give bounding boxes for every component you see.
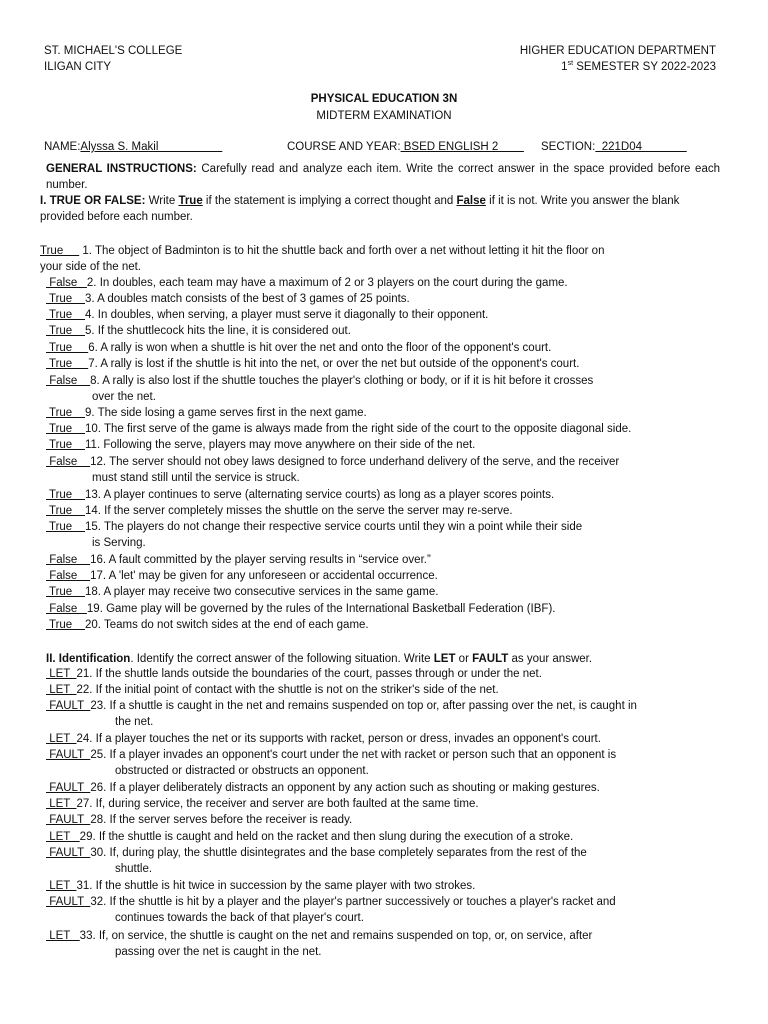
answer-blank: LET (46, 798, 77, 810)
question-item (46, 340, 551, 356)
question-item (46, 878, 475, 894)
answer-blank: FAULT (46, 847, 91, 859)
answer-blank: LET (46, 930, 80, 942)
answer-blank: True (40, 245, 80, 257)
question-item (46, 584, 438, 600)
question-text: 25. If a player invades an opponent's court under the net with racket or person such that an opponent is (90, 749, 617, 761)
answer-blank: True (46, 309, 85, 321)
question-text: 15. The players do not change their respective service courts until they win a point while their side (85, 521, 583, 533)
question-item (46, 682, 499, 698)
question-text: 14. If the server completely misses the shuttle on the serve the server may re-serve. (85, 505, 513, 517)
course-title: PHYSICAL EDUCATION 3N (310, 93, 458, 105)
answer-blank: True (46, 423, 85, 435)
question-text: 16. A fault committed by the player serving results in “service over.” (90, 554, 431, 566)
answer-blank: LET (46, 684, 77, 696)
question-text-continued: over the net. (92, 391, 156, 404)
question-text: 32. If the shuttle is hit by a player and the player's partner successively or touches a player's racket and (90, 896, 616, 908)
question-item (46, 780, 600, 796)
answer-blank: False (46, 456, 91, 468)
question-text: 33. If, on service, the shuttle is caught on the net and remains suspended on top, or, on service, after (79, 930, 593, 942)
answer-blank: FAULT (46, 700, 91, 712)
question-text: 7. A rally is lost if the shuttle is hit into the net, or over the net but outside of the opponent's court. (88, 358, 580, 370)
question-text: 31. If the shuttle is hit twice in succession by the same player with two strokes. (76, 880, 476, 892)
answer-blank: LET (46, 831, 80, 843)
name-field: NAME:Alyssa S. Makil (44, 141, 223, 153)
question-text: 22. If the initial point of contact with the shuttle is not on the striker's side of the net. (76, 684, 499, 696)
question-text: 13. A player continues to serve (alternating service courts) as long as a player scores points. (85, 489, 555, 501)
school-name: ST. MICHAEL'S COLLEGE (44, 45, 183, 57)
question-text: 24. If a player touches the net or its supports with racket, person or dress, invades an opponent's court. (76, 733, 601, 745)
question-text: 2. In doubles, each team may have a maximum of 2 or 3 players on the court during the game. (86, 277, 568, 289)
answer-blank: False (46, 570, 91, 582)
question-text: 17. A 'let' may be given for any unforeseen or accidental occurrence. (90, 570, 438, 582)
question-item (46, 421, 631, 437)
question-item (46, 323, 351, 339)
question-item (46, 437, 475, 453)
question-text: 30. If, during play, the shuttle disintegrates and the base completely separates from the rest of the (90, 847, 587, 859)
answer-blank: True (46, 489, 85, 501)
question-item (46, 487, 554, 503)
question-text: 29. If the shuttle is caught and held on the racket and then slung during the execution of a stroke. (79, 831, 574, 843)
school-city: ILIGAN CITY (44, 61, 112, 73)
section-identification-instructions: II. Identification. Identify the correct answer of the following situation. Write LET or FAULT as your answer. (46, 653, 593, 665)
answer-blank: LET (46, 880, 77, 892)
question-text: 27. If, during service, the receiver and server are both faulted at the same time. (76, 798, 479, 810)
question-text: 20. Teams do not switch sides at the end of each game. (85, 619, 369, 631)
question-item (46, 568, 438, 584)
question-text: 8. A rally is also lost if the shuttle touches the player's clothing or body, or if it is hit before it crosses (90, 375, 594, 387)
question-text: 12. The server should not obey laws designed to force underhand delivery of the serve, and the receiver (90, 456, 620, 468)
answer-blank: True (46, 619, 85, 631)
section-field: SECTION: 221D04 (541, 141, 687, 153)
exam-title: MIDTERM EXAMINATION (316, 110, 452, 122)
question-item (46, 373, 593, 405)
question-item (46, 291, 410, 307)
question-text: 3. A doubles match consists of the best of 3 games of 25 points. (85, 293, 410, 305)
question-item (46, 356, 579, 372)
name-value: Alyssa S. Makil (80, 141, 223, 153)
answer-blank: True (46, 293, 85, 305)
answer-blank: FAULT (46, 782, 91, 794)
answer-blank: False (46, 277, 87, 289)
department-name: HIGHER EDUCATION DEPARTMENT (519, 45, 716, 57)
question-item (46, 829, 573, 845)
question-text: 18. A player may receive two consecutive services in the same game. (85, 586, 439, 598)
question-item (46, 796, 479, 812)
question-text: 23. If a shuttle is caught in the net and remains suspended on top or, after passing over the net, is caught in (90, 700, 637, 712)
question-item (46, 307, 488, 323)
answer-blank: True (46, 521, 85, 533)
answer-blank: FAULT (46, 896, 91, 908)
question-item (46, 747, 616, 779)
answer-blank: LET (46, 733, 77, 745)
question-text: 19. Game play will be governed by the rules of the International Basketball Federation (IBF). (86, 603, 556, 615)
course-year-field: COURSE AND YEAR: BSED ENGLISH 2 (287, 141, 524, 153)
answer-blank: True (46, 586, 85, 598)
answer-blank: True (46, 358, 89, 370)
question-text-continued: obstructed or distracted or obstructs an opponent. (115, 765, 369, 778)
answer-blank: True (46, 407, 85, 419)
question-item (40, 243, 604, 275)
section-value: 221D04 (595, 141, 687, 153)
question-text: 26. If a player deliberately distracts an opponent by any action such as shouting or making gestures. (90, 782, 600, 794)
question-item (46, 405, 367, 421)
general-instructions: GENERAL INSTRUCTIONS: Carefully read and analyze each item. Write the correct answer in the space provided before each number. (46, 163, 720, 191)
question-text-continued: passing over the net is caught in the net. (115, 946, 322, 959)
answer-blank: True (46, 439, 85, 451)
question-text-continued: must stand still until the service is struck. (92, 472, 300, 485)
answer-blank: False (46, 603, 87, 615)
question-text: 4. In doubles, when serving, a player must serve it diagonally to their opponent. (85, 309, 489, 321)
answer-blank: False (46, 554, 91, 566)
answer-blank: False (46, 375, 91, 387)
question-text-continued: your side of the net. (40, 261, 142, 274)
question-item (46, 731, 601, 747)
question-text: 11. Following the serve, players may move anywhere on their side of the net. (85, 439, 476, 451)
school-header (44, 43, 182, 75)
answer-blank: True (46, 325, 85, 337)
question-item (46, 698, 637, 730)
answer-blank: LET (46, 668, 77, 680)
question-item (46, 552, 431, 568)
question-item (46, 601, 555, 617)
question-text: 6. A rally is won when a shuttle is hit over the net and onto the floor of the opponent's court. (88, 342, 552, 354)
question-text: 28. If the server serves before the receiver is ready. (90, 814, 353, 826)
question-item (46, 275, 568, 291)
semester-line: 1st SEMESTER SY 2022-2023 (561, 60, 716, 73)
question-item (46, 519, 582, 551)
question-item (46, 845, 587, 877)
question-text: 10. The first serve of the game is always made from the right side of the court to the opposite diagonal side. (85, 423, 632, 435)
answer-blank: True (46, 505, 85, 517)
question-text: 9. The side losing a game serves first in the next game. (85, 407, 367, 419)
department-header (520, 43, 716, 75)
question-text-continued: is Serving. (92, 537, 146, 550)
answer-blank: FAULT (46, 749, 91, 761)
section-true-false-instructions: I. TRUE OR FALSE: Write True if the statement is implying a correct thought and False if it is not. Write you answer the blank provided before each number. (40, 195, 680, 223)
question-text: 5. If the shuttlecock hits the line, it is considered out. (85, 325, 351, 337)
question-text-continued: shuttle. (115, 863, 153, 876)
question-item (46, 928, 592, 960)
question-text: 21. If the shuttle lands outside the boundaries of the court, passes through or under the net. (76, 668, 542, 680)
question-item (46, 812, 352, 828)
course-year-value: BSED ENGLISH 2 (400, 141, 524, 153)
answer-blank: FAULT (46, 814, 91, 826)
question-item (46, 894, 616, 926)
question-item (46, 617, 369, 633)
question-item (46, 454, 619, 486)
question-text-continued: the net. (115, 716, 154, 729)
question-text-continued: continues towards the back of that player's court. (115, 912, 364, 925)
answer-blank: True (46, 342, 89, 354)
question-text: 1. The object of Badminton is to hit the shuttle back and forth over a net without letting it hit the floor on (79, 245, 605, 257)
question-item (46, 503, 513, 519)
question-item (46, 666, 542, 682)
